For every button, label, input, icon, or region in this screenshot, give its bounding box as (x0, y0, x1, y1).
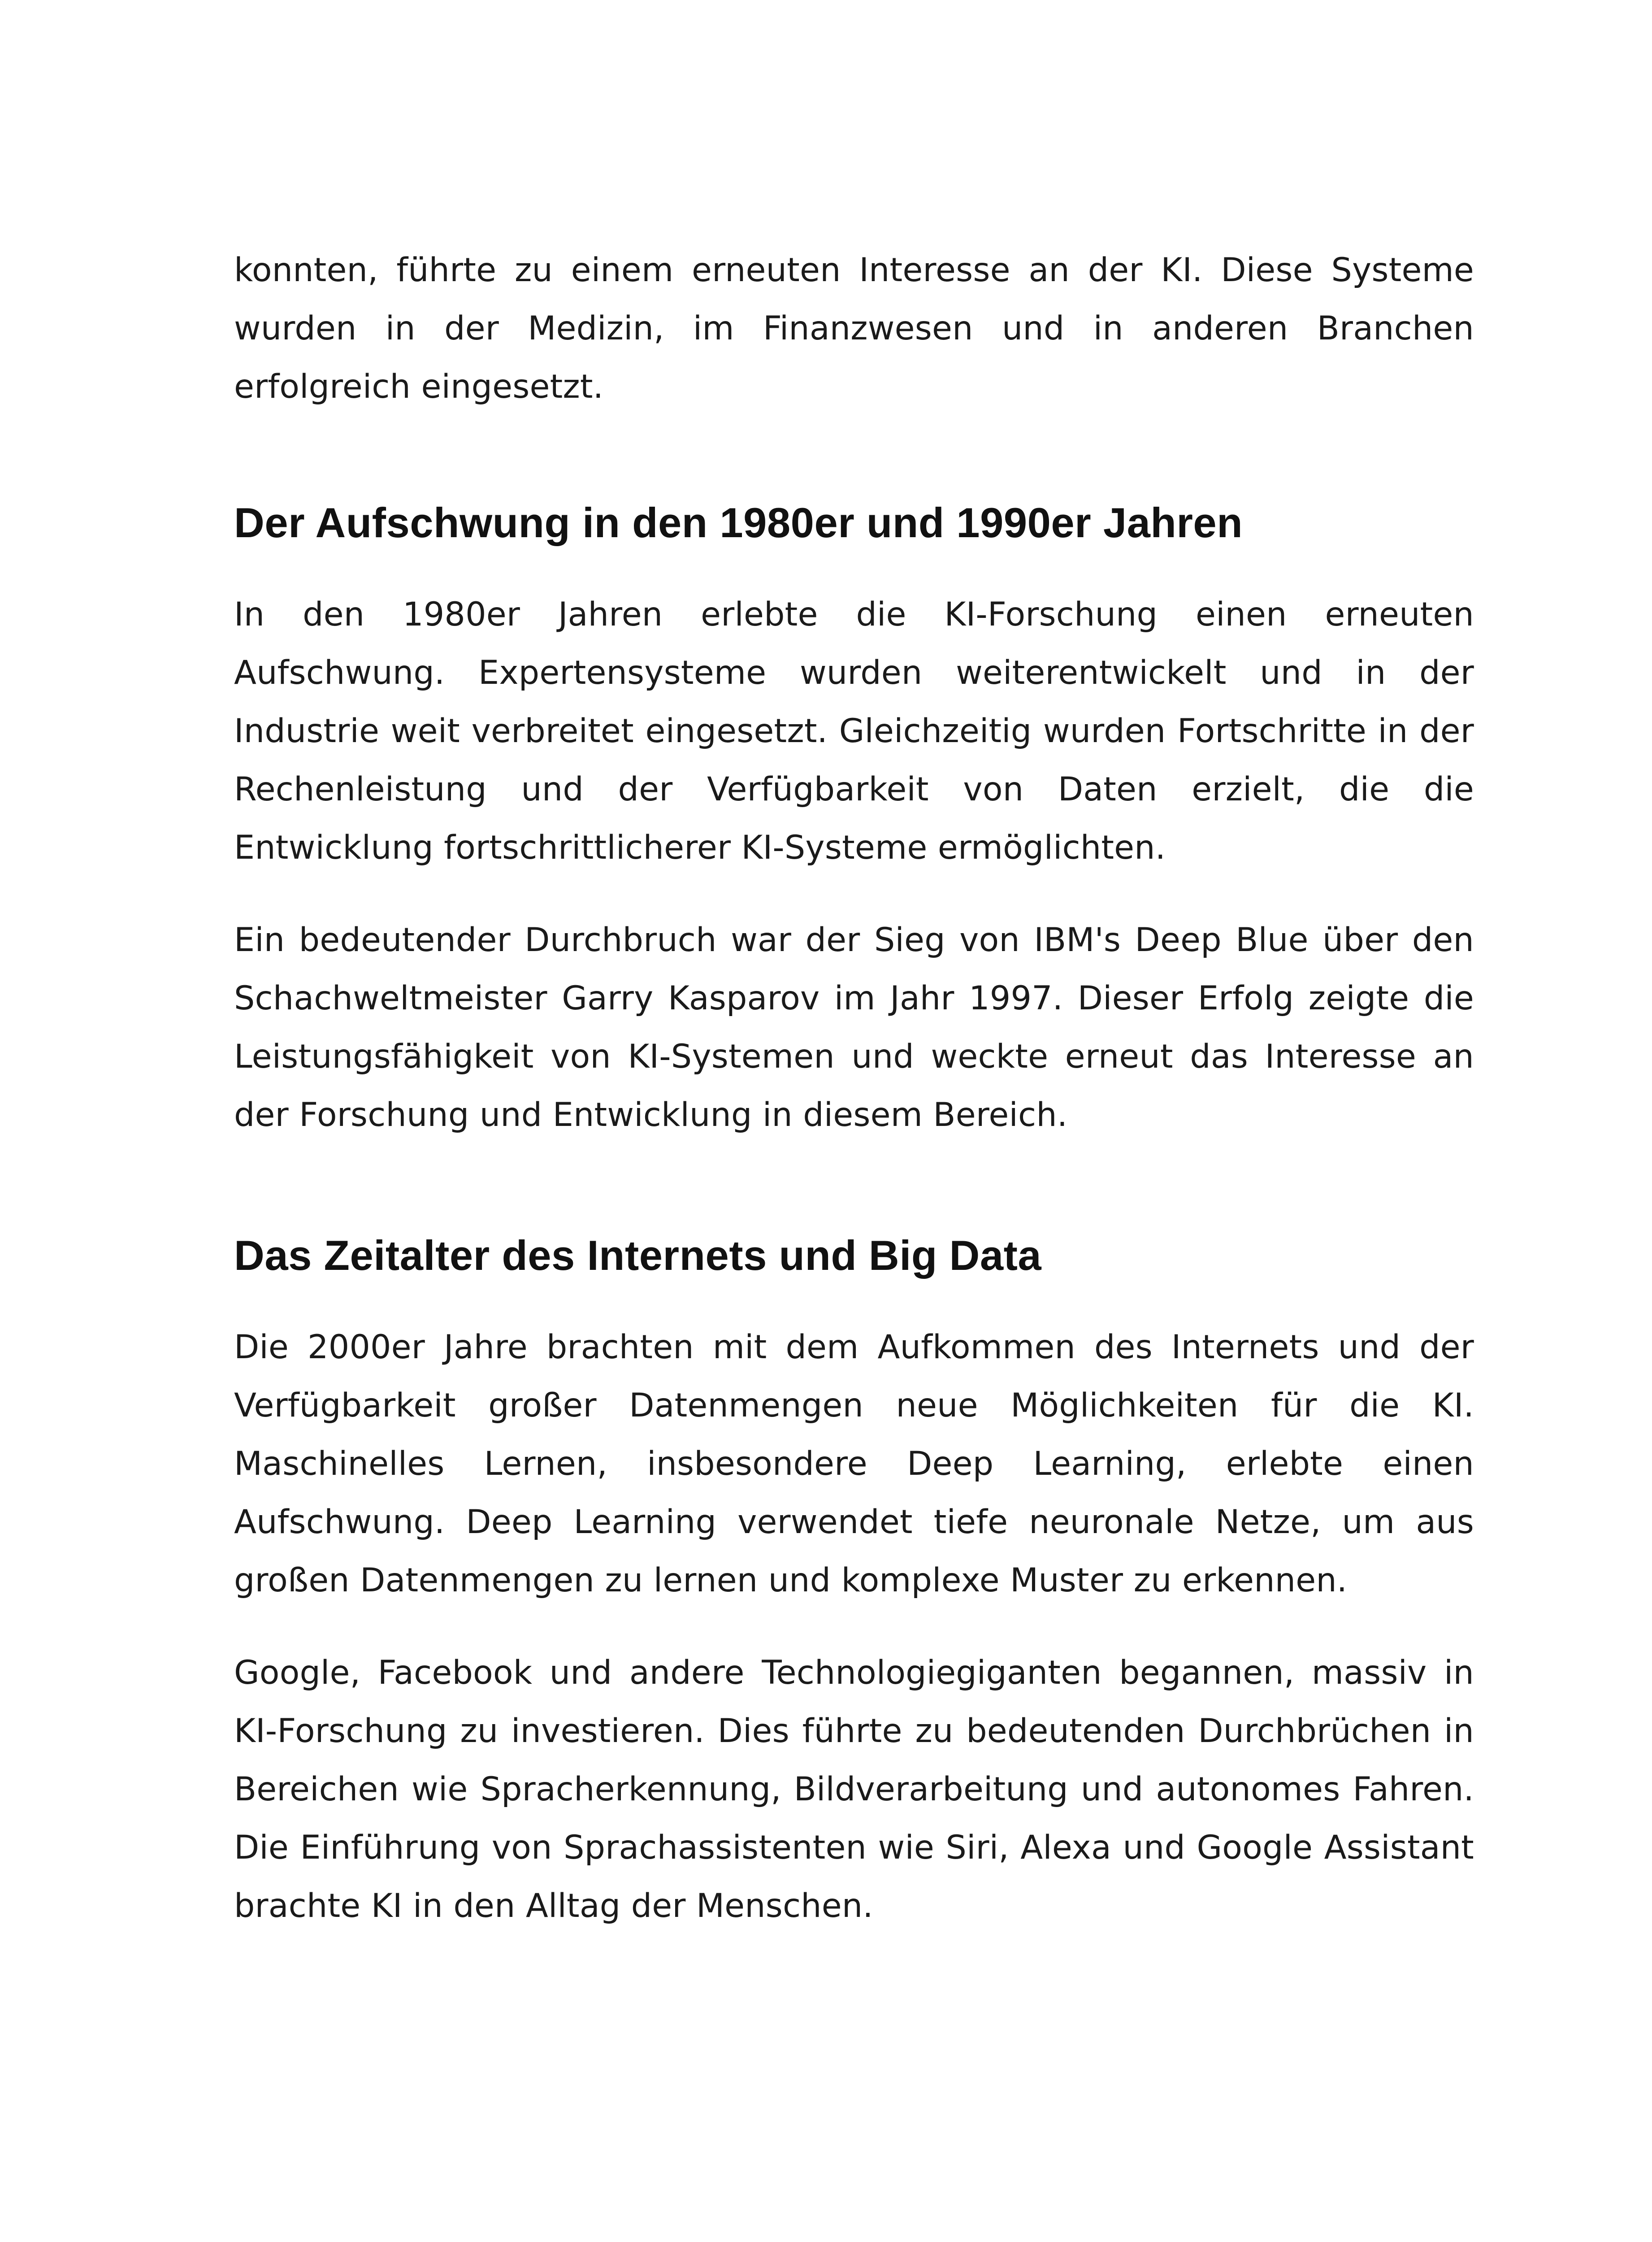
section2-paragraph-2: Google, Facebook und andere Technologiegiganten begannen, massiv in KI-Forschung zu investieren. Dies führte zu bedeutenden Durchbrüchen in Bereichen wie Spracherkennung, Bildverarbeitung und autonomes Fahren. Die Einführung von Sprachassistenten wie Siri, Alexa und Google Assistant brachte KI in den Alltag der Menschen. (234, 1654, 1474, 1925)
intro-paragraph: konnten, führte zu einem erneuten Interesse an der KI. Diese Systeme wurden in der Medizin, im Finanzwesen und in anderen Branchen erfolgreich eingesetzt. (234, 251, 1474, 406)
page-content (234, 241, 1474, 1935)
section-heading-1980s-1990s: Der Aufschwung in den 1980er und 1990er Jahren (234, 499, 1243, 546)
section1-paragraph-2: Ein bedeutender Durchbruch war der Sieg von IBM's Deep Blue über den Schachweltmeister Garry Kasparov im Jahr 1997. Dieser Erfolg zeigte die Leistungsfähigkeit von KI-Systemen und weckte erneut das Interesse an der Forschung und Entwicklung in diesem Bereich. (234, 921, 1474, 1134)
section2-paragraph-1: Die 2000er Jahre brachten mit dem Aufkommen des Internets und der Verfügbarkeit großer Datenmengen neue Möglichkeiten für die KI. Maschinelles Lernen, insbesondere Deep Learning, erlebte einen Aufschwung. Deep Learning verwendet tiefe neuronale Netze, um aus großen Datenmengen zu lernen und komplexe Muster zu erkennen. (234, 1328, 1474, 1599)
section1-paragraph-1: In den 1980er Jahren erlebte die KI-Forschung einen erneuten Aufschwung. Expertensysteme wurden weiterentwickelt und in der Industrie weit verbreitet eingesetzt. Gleichzeitig wurden Fortschritte in der Rechenleistung und der Verfügbarkeit von Daten erzielt, die die Entwicklung fortschrittlicherer KI-Systeme ermöglichten. (234, 595, 1474, 867)
section-heading-internet-big-data: Das Zeitalter des Internets und Big Data (234, 1232, 1042, 1279)
